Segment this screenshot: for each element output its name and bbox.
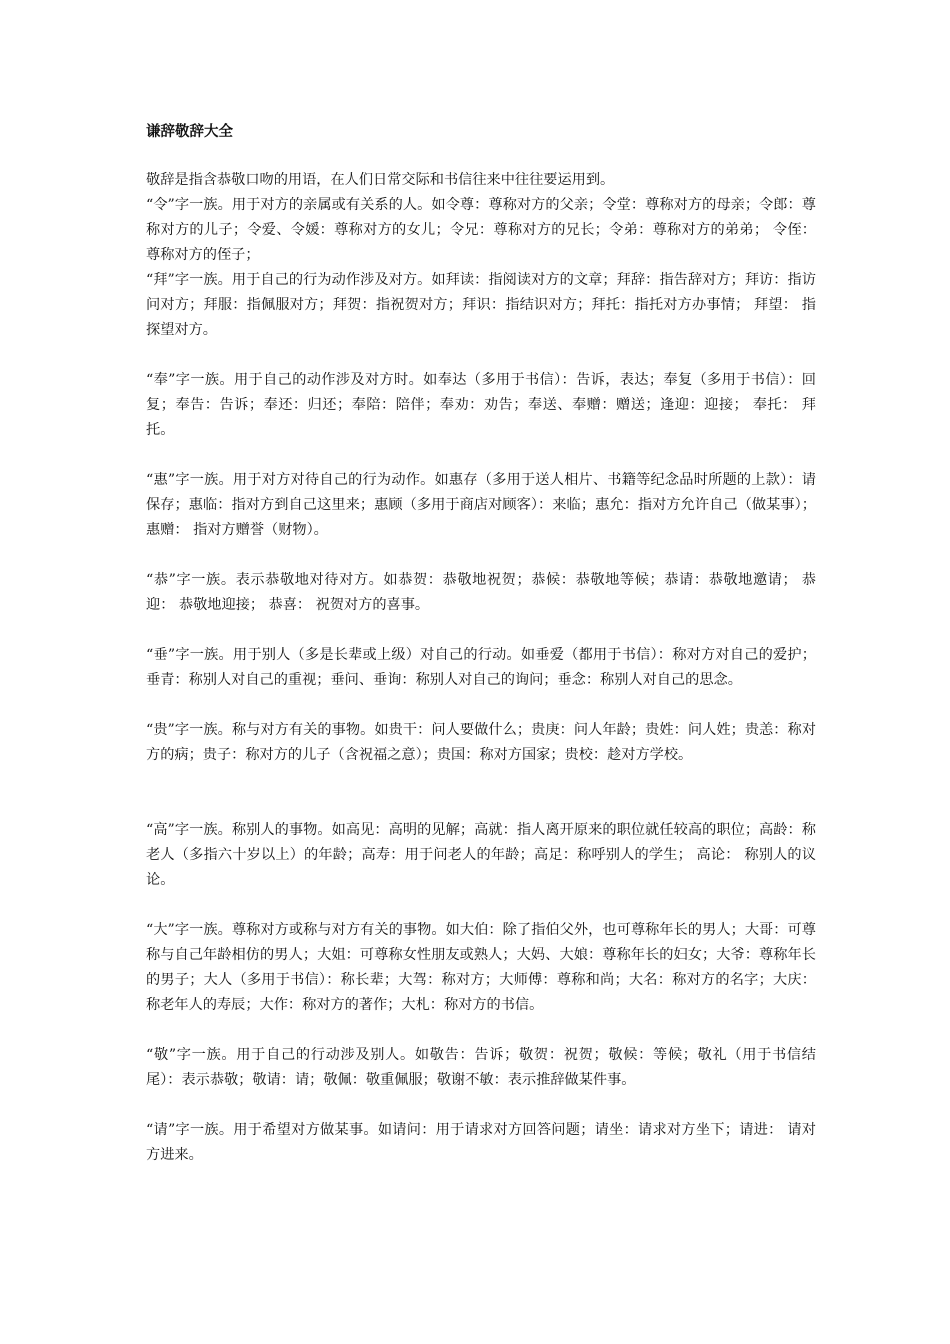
paragraph-gap — [146, 1018, 816, 1043]
section-qing: “请”字一族。用于希望对方做某事。如请问：用于请求对方回答问题；请坐：请求对方坐下；请进： 请对方进来。 — [146, 1122, 816, 1163]
document-page — [146, 120, 816, 1168]
paragraph-gap — [146, 1093, 816, 1118]
section-gao: “高”字一族。称别人的事物。如高见：高明的见解；高就：指人离开原来的职位就任较高的职位；高龄：称老人（多指六十岁以上）的年龄；高寿：用于问老人的年龄；高足：称呼别人的学生； 高论： 称别人的议论。 — [146, 822, 816, 888]
paragraph-gap — [146, 693, 816, 718]
section-gui: “贵”字一族。称与对方有关的事物。如贵干：问人要做什么；贵庚：问人年龄；贵姓：问人姓；贵恙：称对方的病；贵子：称对方的儿子（含祝福之意）；贵国：称对方国家；贵校：趁对方学校。 — [146, 722, 816, 763]
paragraph-gap — [146, 443, 816, 468]
section-bai: “拜”字一族。用于自己的行为动作涉及对方。如拜读：指阅读对方的文章；拜辞：指告辞对方；拜访：指访问对方；拜服：指佩服对方；拜贺：指祝贺对方；拜识：指结识对方；拜托：指托对方办事情； 拜望： 指探望对方。 — [146, 272, 816, 338]
paragraph-gap — [146, 543, 816, 568]
section-da: “大”字一族。尊称对方或称与对方有关的事物。如大伯：除了指伯父外，也可尊称年长的男人；大哥：可尊称与自己年龄相仿的男人；大姐：可尊称女性朋友或熟人；大妈、大娘：尊称年长的妇女；大爷：尊称年长的男子；大人（多用于书信）：称长辈；大驾：称对方；大师傅：尊称和尚；大名：称对方的名字；大庆：称老年人的寿辰；大作：称对方的著作；大札：称对方的书信。 — [146, 922, 816, 1013]
section-ling: “令”字一族。用于对方的亲属或有关系的人。如令尊：尊称对方的父亲；令堂：尊称对方的母亲；令郎：尊称对方的儿子；令爱、令媛：尊称对方的女儿；令兄：尊称对方的兄长；令弟：尊称对方的弟弟； 令侄： 尊称对方的侄子； — [146, 197, 816, 263]
intro-paragraph: 敬辞是指含恭敬口吻的用语，在人们日常交际和书信往来中往往要运用到。 — [146, 172, 615, 188]
document-title: 谦辞敬辞大全 — [146, 124, 233, 140]
section-hui: “惠”字一族。用于对方对待自己的行为动作。如惠存（多用于送人相片、书籍等纪念品时所题的上款）：请保存；惠临：指对方到自己这里来；惠顾（多用于商店对顾客）：来临；惠允：指对方允许自己（做某事）； 惠赠： 指对方赠誉（财物）。 — [146, 472, 816, 538]
paragraph-gap — [146, 768, 816, 818]
section-gong: “恭”字一族。表示恭敬地对待对方。如恭贺：恭敬地祝贺；恭候：恭敬地等候；恭请：恭敬地邀请； 恭迎： 恭敬地迎接； 恭喜： 祝贺对方的喜事。 — [146, 572, 816, 613]
section-jing: “敬”字一族。用于自己的行动涉及别人。如敬告：告诉；敬贺：祝贺；敬候：等候；敬礼（用于书信结尾）：表示恭敬；敬请：请；敬佩：敬重佩服；敬谢不敏：表示推辞做某件事。 — [146, 1047, 816, 1088]
paragraph-gap — [146, 893, 816, 918]
section-chui: “垂”字一族。用于别人（多是长辈或上级）对自己的行动。如垂爱（都用于书信）：称对方对自己的爱护；垂青：称别人对自己的重视；垂问、垂询：称别人对自己的询问；垂念：称别人对自己的思念。 — [146, 647, 816, 688]
section-feng: “奉”字一族。用于自己的动作涉及对方时。如奉达（多用于书信）：告诉，表达；奉复（多用于书信）：回复；奉告：告诉；奉还：归还；奉陪：陪伴；奉劝：劝告；奉送、奉赠：赠送；逢迎：迎接； 奉托： 拜托。 — [146, 372, 816, 438]
paragraph-gap — [146, 343, 816, 368]
paragraph-gap — [146, 618, 816, 643]
